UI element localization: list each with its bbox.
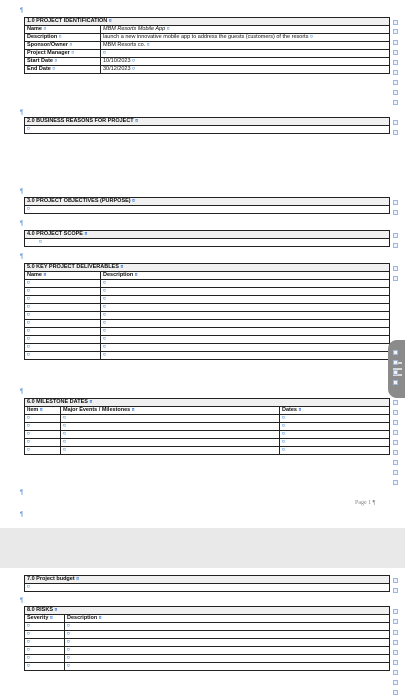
start-date-value[interactable]: 10/10/2023 ¤ bbox=[101, 58, 390, 66]
deliverable-row bbox=[25, 280, 390, 288]
row-end-marker bbox=[393, 50, 398, 55]
cell-mark: ¤ bbox=[27, 320, 30, 326]
section-heading: 4.0 PROJECT SCOPE ¤ bbox=[25, 231, 390, 239]
table-cell[interactable] bbox=[101, 344, 390, 352]
table-cell[interactable] bbox=[25, 447, 61, 455]
project-identification-table bbox=[24, 17, 390, 74]
scroll-handle[interactable] bbox=[388, 340, 405, 398]
row-end-marker bbox=[393, 266, 398, 271]
cell-mark: ¤ bbox=[103, 328, 106, 334]
cell-mark: ¤ bbox=[63, 415, 66, 421]
cell-mark: ¤ bbox=[281, 415, 285, 421]
risk-row bbox=[25, 623, 390, 631]
milestone-row bbox=[25, 447, 390, 455]
cell-mark: ¤ bbox=[27, 655, 30, 661]
cell-mark: ¤ bbox=[103, 336, 106, 342]
table-cell[interactable] bbox=[65, 623, 390, 631]
table-cell[interactable] bbox=[25, 663, 65, 671]
deliverable-row bbox=[25, 312, 390, 320]
row-end-marker bbox=[393, 130, 398, 135]
field-label: End Date ¤ bbox=[25, 66, 101, 74]
cell-mark: ¤ bbox=[27, 344, 30, 350]
row-end-marker bbox=[393, 690, 398, 695]
table-cell[interactable] bbox=[65, 631, 390, 639]
budget-table bbox=[24, 575, 390, 592]
column-header-description: Description ¤ bbox=[65, 615, 390, 623]
sponsor-value[interactable]: MBM Resorts co. ¤ bbox=[101, 42, 390, 50]
project-manager-value[interactable]: ¤ bbox=[101, 50, 390, 58]
cell-mark: ¤ bbox=[27, 288, 30, 294]
row-end-marker bbox=[393, 440, 398, 445]
row-end-marker bbox=[393, 430, 398, 435]
table-cell[interactable] bbox=[61, 415, 280, 423]
objectives-table bbox=[24, 197, 390, 214]
row-end-marker bbox=[393, 350, 398, 355]
row-end-marker bbox=[393, 420, 398, 425]
column-header-severity: Severity ¤ bbox=[25, 615, 65, 623]
column-header-dates: Dates ¤ bbox=[279, 407, 389, 415]
table-cell[interactable] bbox=[25, 415, 61, 423]
business-reasons-body[interactable]: ¤ bbox=[25, 126, 390, 134]
paragraph-mark: ¶ bbox=[20, 598, 24, 604]
cell-mark: ¤ bbox=[281, 447, 285, 453]
table-cell[interactable] bbox=[61, 431, 280, 439]
cell-mark: ¤ bbox=[27, 423, 30, 429]
milestone-row bbox=[25, 423, 390, 431]
row-end-marker bbox=[393, 40, 398, 45]
cell-mark: ¤ bbox=[103, 312, 106, 318]
cell-mark: ¤ bbox=[281, 423, 285, 429]
scope-body[interactable]: ¤ bbox=[25, 239, 390, 247]
cell-mark: ¤ bbox=[103, 304, 106, 310]
row-end-marker bbox=[393, 29, 398, 34]
table-cell[interactable] bbox=[65, 655, 390, 663]
cell-mark: ¤ bbox=[27, 631, 30, 637]
section-heading: 2.0 BUSINESS REASONS FOR PROJECT ¤ bbox=[25, 118, 390, 126]
row-end-marker bbox=[393, 370, 398, 375]
cell-mark: ¤ bbox=[103, 352, 106, 358]
table-cell[interactable] bbox=[25, 431, 61, 439]
column-header-description: Description ¤ bbox=[101, 272, 390, 280]
table-cell[interactable] bbox=[25, 423, 61, 431]
cell-mark: ¤ bbox=[27, 663, 30, 669]
row-end-marker bbox=[393, 660, 398, 665]
risk-row bbox=[25, 647, 390, 655]
field-label: Start Date ¤ bbox=[25, 58, 101, 66]
row-end-marker bbox=[393, 360, 398, 365]
row-end-marker bbox=[393, 100, 398, 105]
milestone-row bbox=[25, 415, 390, 423]
row-end-marker bbox=[393, 670, 398, 675]
row-end-marker bbox=[393, 450, 398, 455]
cell-mark: ¤ bbox=[27, 296, 30, 302]
name-value[interactable]: MBM Resorts Mobile App ¤ bbox=[101, 26, 390, 34]
cell-mark: ¤ bbox=[103, 280, 106, 286]
row-end-marker bbox=[393, 70, 398, 75]
paragraph-mark: ¶ bbox=[20, 490, 24, 496]
section-heading: 1.0 PROJECT IDENTIFICATION ¤ bbox=[25, 18, 390, 26]
table-cell[interactable] bbox=[25, 352, 101, 360]
cell-mark: ¤ bbox=[63, 431, 66, 437]
paragraph-mark: ¶ bbox=[20, 254, 24, 260]
row-end-marker bbox=[393, 680, 398, 685]
table-cell[interactable] bbox=[25, 647, 65, 655]
table-cell[interactable] bbox=[25, 639, 65, 647]
section-heading: 8.0 RISKS ¤ bbox=[25, 607, 390, 615]
row-end-marker bbox=[393, 233, 398, 238]
row-end-marker bbox=[393, 578, 398, 583]
deliverable-row bbox=[25, 296, 390, 304]
section-heading: 5.0 KEY PROJECT DELIVERABLES ¤ bbox=[25, 264, 390, 272]
table-cell[interactable] bbox=[65, 647, 390, 655]
deliverable-row bbox=[25, 336, 390, 344]
table-cell[interactable] bbox=[101, 352, 390, 360]
row-end-marker bbox=[393, 80, 398, 85]
risk-row bbox=[25, 631, 390, 639]
row-end-marker bbox=[393, 470, 398, 475]
table-cell[interactable] bbox=[279, 439, 389, 447]
table-cell[interactable] bbox=[25, 439, 61, 447]
table-cell[interactable] bbox=[25, 280, 101, 288]
table-cell[interactable] bbox=[25, 320, 101, 328]
deliverable-row bbox=[25, 288, 390, 296]
page-gap bbox=[0, 528, 405, 568]
column-header-name: Name ¤ bbox=[25, 272, 101, 280]
table-cell[interactable] bbox=[65, 663, 390, 671]
table-cell[interactable] bbox=[101, 312, 390, 320]
table-cell[interactable] bbox=[25, 328, 101, 336]
cell-mark: ¤ bbox=[67, 639, 70, 645]
cell-mark: ¤ bbox=[27, 623, 30, 629]
table-cell[interactable] bbox=[25, 296, 101, 304]
row-end-marker bbox=[393, 609, 398, 614]
end-date-value[interactable]: 30/12/2023 ¤ bbox=[101, 66, 390, 74]
table-cell[interactable] bbox=[25, 288, 101, 296]
risks-table bbox=[24, 606, 390, 671]
cell-mark: ¤ bbox=[27, 639, 30, 645]
table-cell[interactable] bbox=[279, 431, 389, 439]
cell-mark: ¤ bbox=[27, 431, 30, 437]
document-page-2 bbox=[0, 568, 405, 700]
table-cell[interactable] bbox=[279, 447, 389, 455]
table-cell[interactable] bbox=[61, 423, 280, 431]
cell-mark: ¤ bbox=[27, 647, 30, 653]
cell-mark: ¤ bbox=[103, 344, 106, 350]
row-end-marker bbox=[393, 400, 398, 405]
cell-mark: ¤ bbox=[27, 415, 30, 421]
section-heading: 3.0 PROJECT OBJECTIVES (PURPOSE) ¤ bbox=[25, 198, 390, 206]
table-cell[interactable] bbox=[65, 639, 390, 647]
cell-mark: ¤ bbox=[281, 439, 285, 445]
cell-mark: ¤ bbox=[67, 647, 70, 653]
cell-mark: ¤ bbox=[27, 447, 30, 453]
milestone-row bbox=[25, 431, 390, 439]
table-cell[interactable] bbox=[61, 439, 280, 447]
table-cell[interactable] bbox=[101, 336, 390, 344]
cell-mark: ¤ bbox=[63, 423, 66, 429]
cell-mark: ¤ bbox=[103, 288, 106, 294]
cell-mark: ¤ bbox=[27, 312, 30, 318]
table-cell[interactable] bbox=[61, 447, 280, 455]
field-label: Sponsor/Owner ¤ bbox=[25, 42, 101, 50]
deliverable-row bbox=[25, 320, 390, 328]
cell-mark: ¤ bbox=[27, 304, 30, 310]
table-cell[interactable] bbox=[25, 631, 65, 639]
risk-row bbox=[25, 663, 390, 671]
row-end-marker bbox=[393, 619, 398, 624]
cell-mark: ¤ bbox=[67, 655, 70, 661]
cell-mark: ¤ bbox=[27, 439, 30, 445]
cell-mark: ¤ bbox=[67, 631, 70, 637]
column-header-item: Item ¤ bbox=[25, 407, 61, 415]
table-cell[interactable] bbox=[101, 320, 390, 328]
row-end-marker bbox=[393, 120, 398, 125]
table-cell[interactable] bbox=[25, 304, 101, 312]
row-end-marker bbox=[393, 276, 398, 281]
paragraph-mark: ¶ bbox=[20, 389, 24, 395]
milestone-row bbox=[25, 439, 390, 447]
risk-row bbox=[25, 655, 390, 663]
row-end-marker bbox=[393, 200, 398, 205]
table-cell[interactable] bbox=[279, 423, 389, 431]
table-cell[interactable] bbox=[101, 304, 390, 312]
table-cell[interactable] bbox=[25, 344, 101, 352]
business-reasons-table bbox=[24, 117, 390, 134]
row-end-marker bbox=[393, 640, 398, 645]
table-cell[interactable] bbox=[279, 415, 389, 423]
table-cell[interactable] bbox=[101, 288, 390, 296]
milestones-table bbox=[24, 398, 390, 455]
paragraph-mark: ¶ bbox=[20, 221, 24, 227]
row-end-marker bbox=[393, 243, 398, 248]
cell-mark: ¤ bbox=[27, 352, 30, 358]
paragraph-mark: ¶ bbox=[20, 189, 24, 195]
row-end-marker bbox=[393, 650, 398, 655]
cell-mark: ¤ bbox=[103, 320, 106, 326]
cell-mark: ¤ bbox=[67, 623, 70, 629]
table-cell[interactable] bbox=[25, 312, 101, 320]
field-label: Description ¤ bbox=[25, 34, 101, 42]
table-cell[interactable] bbox=[25, 655, 65, 663]
cell-mark: ¤ bbox=[67, 663, 70, 669]
section-heading: 7.0 Project budget ¤ bbox=[25, 576, 390, 584]
table-cell[interactable] bbox=[101, 280, 390, 288]
row-end-marker bbox=[393, 380, 398, 385]
table-cell[interactable] bbox=[101, 296, 390, 304]
deliverable-row bbox=[25, 352, 390, 360]
table-cell[interactable] bbox=[25, 623, 65, 631]
cell-mark: ¤ bbox=[27, 280, 30, 286]
field-label: Name ¤ bbox=[25, 26, 101, 34]
row-end-marker bbox=[393, 410, 398, 415]
column-header-events: Major Events / Milestones ¤ bbox=[61, 407, 280, 415]
paragraph-mark: ¶ bbox=[20, 8, 24, 14]
page-number: Page 1 ¶ bbox=[355, 500, 376, 506]
description-value[interactable]: launch a new innovative mobile app to address the guests (customers) of the resorts ¤ bbox=[101, 34, 390, 42]
row-end-marker bbox=[393, 460, 398, 465]
deliverable-row bbox=[25, 328, 390, 336]
row-end-marker bbox=[393, 90, 398, 95]
section-heading: 6.0 MILESTONE DATES ¤ bbox=[25, 399, 390, 407]
scope-table bbox=[24, 230, 390, 247]
deliverable-row bbox=[25, 344, 390, 352]
budget-body[interactable]: ¤ bbox=[25, 584, 390, 592]
cell-mark: ¤ bbox=[27, 336, 30, 342]
cell-mark: ¤ bbox=[281, 431, 285, 437]
field-label: Project Manager ¤ bbox=[25, 50, 101, 58]
deliverables-table bbox=[24, 263, 390, 360]
cell-mark: ¤ bbox=[63, 439, 66, 445]
row-end-marker bbox=[393, 480, 398, 485]
deliverable-row bbox=[25, 304, 390, 312]
row-end-marker bbox=[393, 20, 398, 25]
row-end-marker bbox=[393, 630, 398, 635]
paragraph-mark: ¶ bbox=[20, 110, 24, 116]
row-end-marker bbox=[393, 588, 398, 593]
row-end-marker bbox=[393, 60, 398, 65]
row-end-marker bbox=[393, 210, 398, 215]
table-cell[interactable] bbox=[25, 336, 101, 344]
table-cell[interactable] bbox=[101, 328, 390, 336]
risk-row bbox=[25, 639, 390, 647]
cell-mark: ¤ bbox=[103, 296, 106, 302]
objectives-body[interactable]: ¤ bbox=[25, 206, 390, 214]
cell-mark: ¤ bbox=[27, 328, 30, 334]
cell-mark: ¤ bbox=[63, 447, 66, 453]
paragraph-mark: ¶ bbox=[20, 512, 24, 518]
